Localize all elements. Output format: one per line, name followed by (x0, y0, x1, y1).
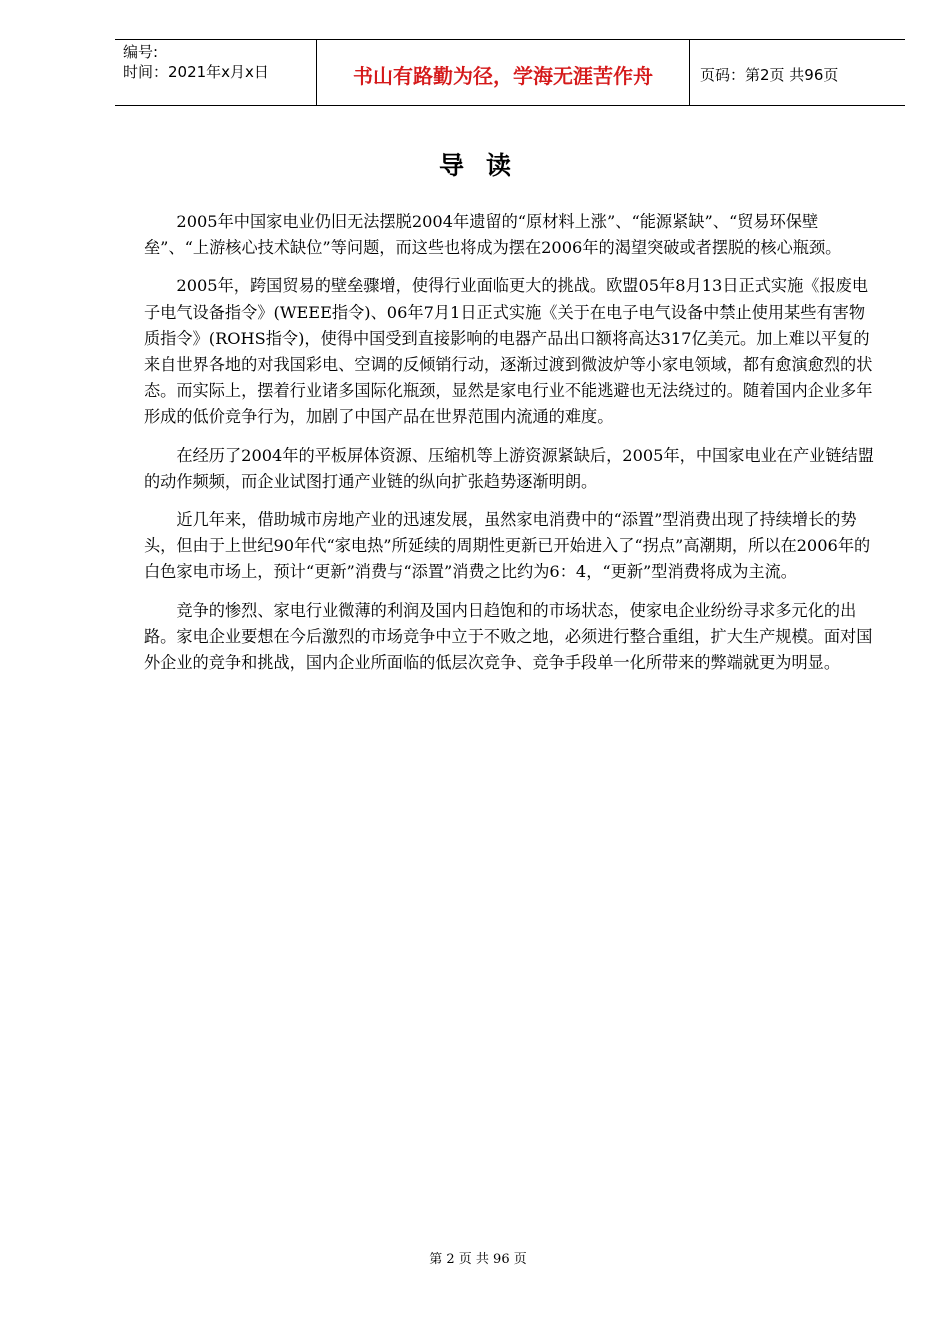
page-header (115, 39, 905, 106)
header-page-info: 页码：第2页 共96页 (700, 66, 839, 84)
body-text (144, 209, 880, 688)
header-motto: 书山有路勤为径，学海无涯苦作舟 (317, 40, 690, 105)
paragraph: 在经历了2004年的平板屏体资源、压缩机等上游资源紧缺后，2005年，中国家电业在产业链结盟的动作频频，而企业试图打通产业链的纵向扩张趋势逐渐明朗。 (144, 445, 874, 491)
page-title: 导读 (438, 151, 533, 180)
paragraph: 近几年来，借助城市房地产业的迅速发展，虽然家电消费中的“添置”型消费出现了持续增长的势头，但由于上世纪90年代“家电热”所延续的周期性更新已开始进入了“拐点”高潮期，所以在2006年的白色家电市场上，预计“更新”消费与“添置”消费之比约为6：4，“更新”型消费将成为主流。 (144, 510, 871, 582)
header-meta (115, 40, 317, 105)
document-number-label: 编号: (123, 43, 159, 61)
paragraph: 2005年中国家电业仍旧无法摆脱2004年遗留的“原材料上涨”、“能源紧缺”、“贸易环保壁垒”、“上游核心技术缺位”等问题，而这些也将成为摆在2006年的渴望突破或者摆脱的核心瓶颈。 (144, 212, 842, 258)
page-footer: 第 2 页 共 96 页 (429, 1252, 527, 1267)
paragraph: 竞争的惨烈、家电行业微薄的利润及国内日趋饱和的市场状态，使家电企业纷纷寻求多元化的出路。家电企业要想在今后激烈的市场竞争中立于不败之地，必须进行整合重组，扩大生产规模。面对国外企业的竞争和挑战，国内企业所面临的低层次竞争、竞争手段单一化所带来的弊端就更为明显。 (144, 600, 873, 673)
paragraph: 2005年，跨国贸易的壁垒骤增，使得行业面临更大的挑战。欧盟05年8月13日正式实施《报废电子电气设备指令》(WEEE指令)、06年7月1日正式实施《关于在电子电气设备中禁止使用某些有害物质指令》(ROHS指令)，使得中国受到直接影响的电器产品出口额将高达317亿美元。加上难以平复的来自世界各地的对我国彩电、空调的反倾销行动，逐渐过渡到微波炉等小家电领域，都有愈演愈烈的状态。而实际上，摆着行业诸多国际化瓶颈，显然是家电行业不能逃避也无法绕过的。随着国内企业多年形成的低价竞争行为，加剧了中国产品在世界范围内流通的难度。 (144, 276, 873, 427)
document-time-label: 时间：2021年x月x日 (123, 63, 269, 81)
